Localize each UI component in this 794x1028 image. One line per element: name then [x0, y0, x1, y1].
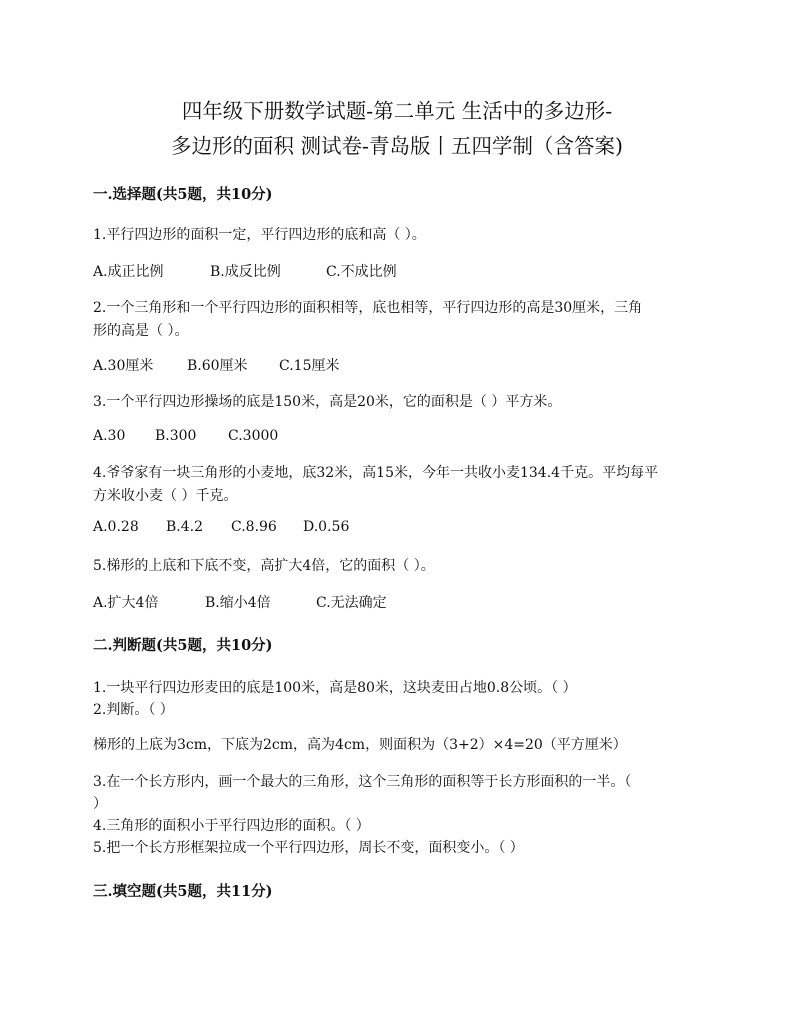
question-4-text-line-2: 方米收小麦（ ）千克。 [93, 488, 238, 504]
option-c: C.3000 [228, 428, 279, 444]
option-b: B.缩小4倍 [205, 595, 271, 611]
question-3-options [93, 428, 278, 444]
section-heading-fill-in-blank: 三.填空题(共5题，共11分) [93, 883, 273, 900]
judge-question-2-detail: 梯形的上底为3cm，下底为2cm，高为4cm，则面积为（3+2）×4=20（平方厘米） [93, 737, 627, 753]
question-4-text-line-1: 4.爷爷家有一块三角形的小麦地，底32米，高15米，今年一共收小麦134.4千克。平均每平 [93, 465, 659, 481]
question-5-options [93, 592, 387, 612]
question-3-text: 3.一个平行四边形操场的底是150米，高是20米，它的面积是（ ）平方米。 [93, 394, 562, 410]
option-a: A.30厘米 [93, 358, 154, 374]
question-2-options [93, 355, 339, 375]
option-c: C.8.96 [231, 519, 277, 535]
question-5-text: 5.梯形的上底和下底不变，高扩大4倍，它的面积（ ）。 [93, 558, 435, 574]
judge-question-3-line-1: 3.在一个长方形内，画一个最大的三角形，这个三角形的面积等于长方形面积的一半。（ [93, 774, 632, 790]
judge-question-4: 4.三角形的面积小于平行四边形的面积。（ ） [93, 818, 370, 834]
question-4-options [93, 519, 349, 535]
question-1-options [93, 261, 397, 281]
option-a: A.成正比例 [93, 264, 164, 280]
option-c: C.无法确定 [316, 595, 387, 611]
judge-question-5: 5.把一个长方形框架拉成一个平行四边形，周长不变，面积变小。（ ） [93, 840, 524, 856]
document-title-line-2: 多边形的面积 测试卷-青岛版丨五四学制（含答案) [171, 134, 623, 158]
document-title-line-1: 四年级下册数学试题-第二单元 生活中的多边形- [181, 99, 613, 123]
question-1-text: 1.平行四边形的面积一定，平行四边形的底和高（ ）。 [93, 227, 426, 243]
judge-question-3-line-2: ） [93, 796, 107, 812]
option-d: D.0.56 [303, 519, 350, 535]
option-c: C.15厘米 [279, 358, 340, 374]
judge-question-1: 1.一块平行四边形麦田的底是100米，高是80米，这块麦田占地0.8公顷。（ ） [93, 680, 577, 696]
option-b: B.成反比例 [210, 264, 281, 280]
option-a: A.30 [93, 428, 126, 444]
option-b: B.60厘米 [187, 358, 248, 374]
question-2-text-line-1: 2.一个三角形和一个平行四边形的面积相等，底也相等，平行四边形的高是30厘米，三角 [93, 300, 643, 316]
judge-question-2: 2.判断。（ ） [93, 702, 174, 718]
question-2-text-line-2: 形的高是（ ）。 [93, 323, 189, 339]
option-c: C.不成比例 [326, 264, 397, 280]
option-b: B.300 [155, 428, 197, 444]
option-a: A.扩大4倍 [93, 595, 159, 611]
option-a: A.0.28 [93, 519, 139, 535]
section-heading-true-false: 二.判断题(共5题，共10分) [93, 637, 273, 654]
section-heading-multiple-choice: 一.选择题(共5题，共10分) [93, 186, 273, 203]
option-b: B.4.2 [166, 519, 204, 535]
